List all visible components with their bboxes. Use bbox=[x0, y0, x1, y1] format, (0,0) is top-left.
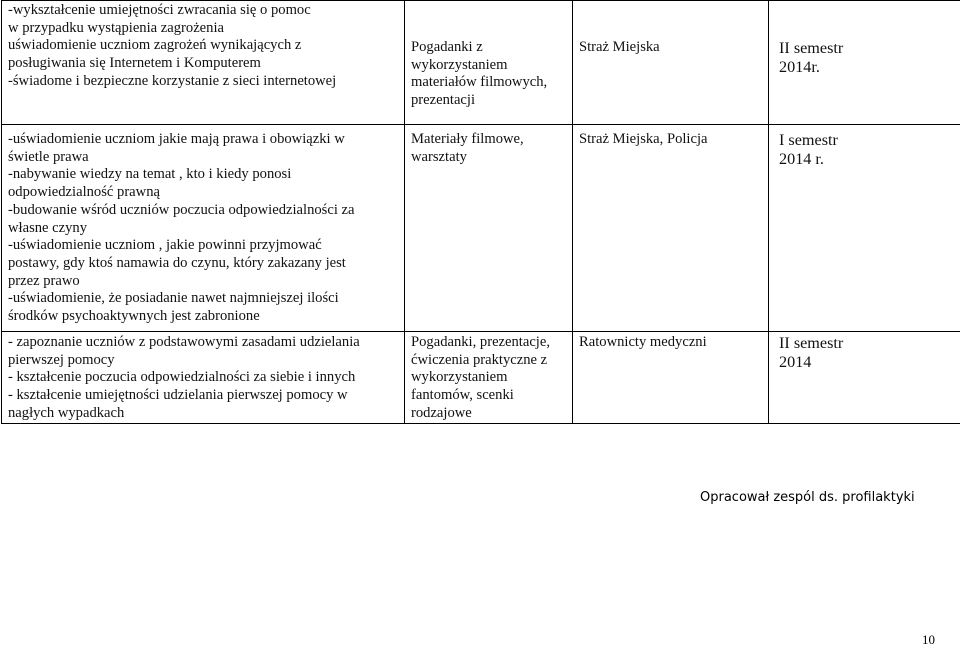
goal-line: środków psychoaktywnych jest zabronione bbox=[8, 308, 398, 326]
goal-line: odpowiedzialność prawną bbox=[8, 184, 398, 202]
term-cell bbox=[769, 125, 960, 332]
forms-line: Pogadanki z bbox=[411, 39, 566, 57]
goals-cell bbox=[2, 1, 405, 125]
goal-line: własne czyny bbox=[8, 220, 398, 238]
term-line: II semestr bbox=[779, 39, 960, 58]
forms-cell bbox=[405, 125, 573, 332]
goal-line: -nabywanie wiedzy na temat , kto i kiedy ponosi bbox=[8, 166, 398, 184]
goal-line: nagłych wypadkach bbox=[8, 405, 398, 423]
goal-line: - kształcenie umiejętności udzielania pierwszej pomocy w bbox=[8, 387, 398, 405]
goal-line: przez prawo bbox=[8, 273, 398, 291]
page-number: 10 bbox=[922, 632, 935, 648]
goals-cell bbox=[2, 125, 405, 332]
forms-line: fantomów, scenki bbox=[411, 387, 566, 405]
goal-line: -uświadomienie uczniom jakie mają prawa i obowiązki w bbox=[8, 131, 398, 149]
forms-cell bbox=[405, 332, 573, 424]
goal-line: -wykształcenie umiejętności zwracania się o pomoc bbox=[8, 2, 398, 20]
forms-line: warsztaty bbox=[411, 149, 566, 167]
term-cell bbox=[769, 1, 960, 125]
forms-line: rodzajowe bbox=[411, 405, 566, 423]
forms-line: Pogadanki, prezentacje, bbox=[411, 334, 566, 352]
partners-line: Straż Miejska bbox=[579, 39, 762, 57]
goal-line: posługiwania się Internetem i Komputerem bbox=[8, 55, 398, 73]
goal-line: postawy, gdy ktoś namawia do czynu, który zakazany jest bbox=[8, 255, 398, 273]
goal-line: - kształcenie poczucia odpowiedzialności za siebie i innych bbox=[8, 369, 398, 387]
term-line: 2014 bbox=[779, 353, 960, 372]
forms-cell bbox=[405, 1, 573, 125]
program-table bbox=[1, 0, 960, 424]
term-cell bbox=[769, 332, 960, 424]
partners-cell bbox=[573, 125, 769, 332]
partners-line: Ratownicty medyczni bbox=[579, 334, 762, 352]
term-line: 2014r. bbox=[779, 58, 960, 77]
table-row bbox=[2, 1, 960, 125]
term-line: II semestr bbox=[779, 334, 960, 353]
term-line: I semestr bbox=[779, 131, 960, 150]
goal-line: świetle prawa bbox=[8, 149, 398, 167]
goal-line: -budowanie wśród uczniów poczucia odpowiedzialności za bbox=[8, 202, 398, 220]
forms-line: wykorzystaniem bbox=[411, 57, 566, 75]
goal-line: -uświadomienie, że posiadanie nawet najmniejszej ilości bbox=[8, 290, 398, 308]
forms-line: ćwiczenia praktyczne z bbox=[411, 352, 566, 370]
forms-line: prezentacji bbox=[411, 92, 566, 110]
goal-line: pierwszej pomocy bbox=[8, 352, 398, 370]
forms-line: materiałów filmowych, bbox=[411, 74, 566, 92]
author-note: Opracował zespól ds. profilaktyki bbox=[700, 490, 915, 505]
table-row bbox=[2, 332, 960, 424]
goals-cell bbox=[2, 332, 405, 424]
goal-line: -uświadomienie uczniom , jakie powinni przyjmować bbox=[8, 237, 398, 255]
forms-line: Materiały filmowe, bbox=[411, 131, 566, 149]
table-row bbox=[2, 125, 960, 332]
goal-line: - zapoznanie uczniów z podstawowymi zasadami udzielania bbox=[8, 334, 398, 352]
goal-line: -świadome i bezpieczne korzystanie z sieci internetowej bbox=[8, 73, 398, 91]
goal-line: uświadomienie uczniom zagrożeń wynikających z bbox=[8, 37, 398, 55]
term-line: 2014 r. bbox=[779, 150, 960, 169]
goal-line: w przypadku wystąpienia zagrożenia bbox=[8, 20, 398, 38]
partners-cell bbox=[573, 1, 769, 125]
forms-line: wykorzystaniem bbox=[411, 369, 566, 387]
partners-line: Straż Miejska, Policja bbox=[579, 131, 762, 149]
partners-cell bbox=[573, 332, 769, 424]
